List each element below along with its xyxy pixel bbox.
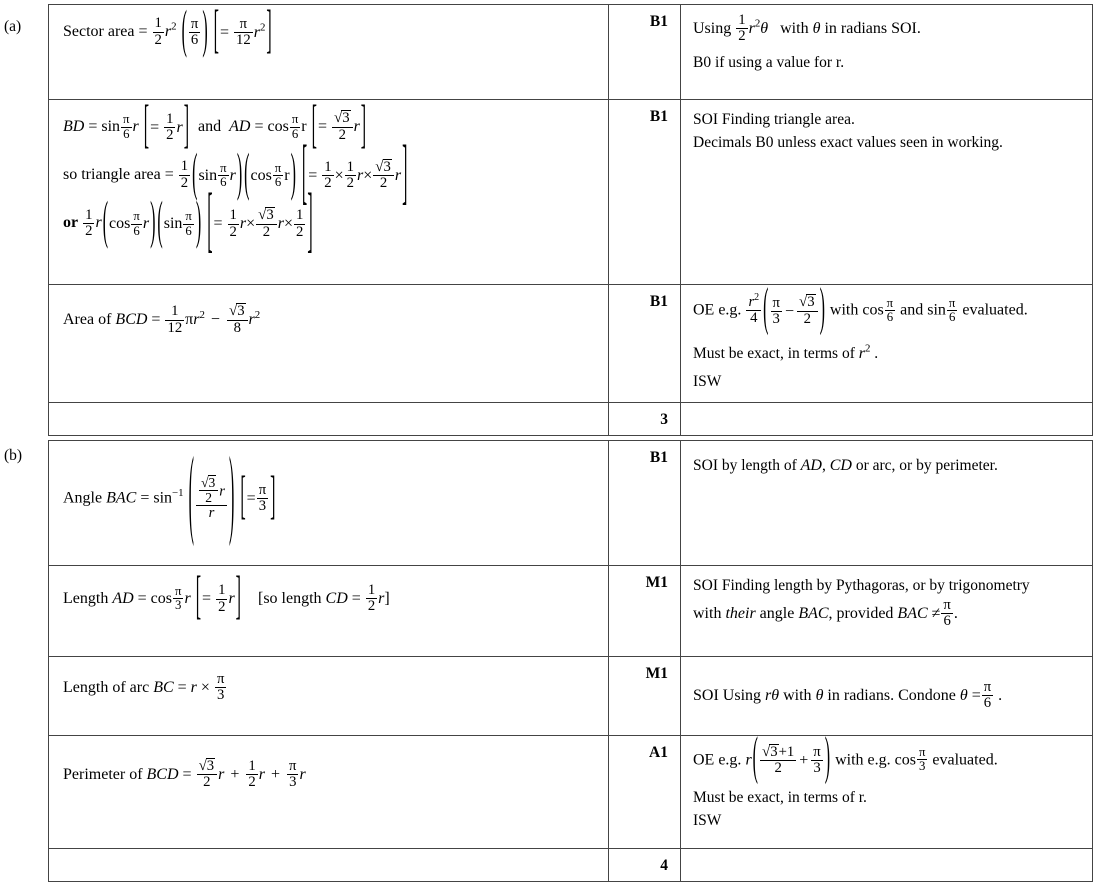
mark-cell (609, 656, 681, 735)
notes-must-be-exact-r: Must be exact, in terms of r. (693, 788, 867, 806)
working-cell: BD = sin $\frac{\pi}{6}$ r [= $\frac{1}{2}$ r] and AD = cos $\frac{\pi}{6}$ r [= $\frac{√3}{2}$ r] so triangle area = $\frac{1}{2}$ (sin $\frac{\pi}{6}$ r) (cos $\frac{\pi}{6}$ r) [= $\frac{1}{2}$ × $\frac{1}{2}$ r× $\frac{√3}{2}$ r] or $\frac{1}{2}$ r(cos $\frac{\pi}{6}$ r) (sin $\frac{\pi}{6}$ ) [= $\frac{1}{2}$ r× $\frac{√3}{2}$ r× $\frac{1}{2}$ ] (49, 100, 609, 285)
mark-value: B1 (649, 13, 668, 30)
perimeter-label: Perimeter of (63, 765, 143, 783)
mark-cell (609, 100, 681, 285)
notes-cell: SOI Finding length by Pythagoras, or by trigonometry with their angle BAC, provided BAC ≠ $\frac{\pi}{6}$ . (681, 565, 1093, 656)
notes-evaluated-2: evaluated. (932, 750, 998, 768)
notes-cell: OE e.g. $\frac{r^2}{4}$ ( $\frac{\pi}{3}$ − $\frac{√3}{2}$ ) with cos $\frac{\pi}{6}$ and sin $\frac{\pi}{6}$ evaluated. Must be exact, in terms of $r^2$ . ISW (681, 285, 1093, 403)
notes-with-eg: with e.g. (835, 750, 891, 768)
mark-cell (609, 735, 681, 848)
subtotal-mark-cell (609, 402, 681, 435)
working-cell: Perimeter of BCD = $\frac{√3}{2}$ r + $\frac{1}{2}$ r + $\frac{\pi}{3}$ r (49, 735, 609, 848)
notes-angle-word: angle (759, 604, 795, 622)
sector-area-label: Sector area = (63, 23, 148, 40)
notes-isw: ISW (693, 373, 722, 391)
part-label-a: (a) (4, 18, 22, 35)
mark-scheme-table (48, 4, 1093, 882)
notes-cell: SOI by length of AD, CD or arc, or by perimeter. (681, 440, 1093, 565)
notes-soi-by-length: SOI by length of (693, 456, 797, 474)
table-row (49, 440, 1093, 565)
notes-oe-eg-2: OE e.g. (693, 750, 742, 768)
table-row (49, 656, 1093, 735)
conj-or: or (63, 214, 79, 232)
mark-cell (609, 565, 681, 656)
working-cell: Angle BAC = $\sin^{-1}$ ( $\frac{√3}{2}$ r r ) [= $\frac{\pi}{3}$ ] (49, 440, 609, 565)
length-ad-label: Length (63, 589, 109, 607)
notes-or-arc: or arc, or by perimeter. (855, 456, 998, 474)
notes-soi-triangle: SOI Finding triangle area. (693, 111, 855, 128)
so-length-cd: [so length (258, 589, 322, 607)
notes-with-their: with (693, 604, 722, 622)
angle-label: Angle (63, 489, 103, 507)
mark-value: B1 (649, 293, 668, 310)
notes-with-2: with (829, 301, 859, 319)
notes-cell: Using $\frac{1}{2}$ $r^2\theta$ with θ in radians SOI. B0 if using a value for r. (681, 5, 1093, 100)
notes-their: their (725, 604, 756, 622)
area-of-label: Area of (63, 311, 112, 329)
notes-soi-rtheta: SOI Using (693, 686, 762, 704)
mark-value: M1 (645, 664, 668, 682)
notes-cell (681, 100, 1093, 285)
subtotal-value: 3 (660, 410, 668, 428)
notes-provided: , provided (828, 604, 894, 622)
subtotal-row (49, 402, 1093, 435)
table-row (49, 565, 1093, 656)
mark-value: B1 (649, 448, 668, 466)
notes-using: Using (693, 19, 732, 37)
notes-soi-pythagoras: SOI Finding length by Pythagoras, or by trigonometry (693, 576, 1030, 594)
working-cell: Sector area = $\frac{1}{2}$ $r^2$ ( $\frac{\pi}{6}$ ) [= $\frac{\pi}{12}$ $r^2$] (49, 5, 609, 100)
mark-cell (609, 5, 681, 100)
subtotal-blank (49, 402, 609, 435)
table-row (49, 735, 1093, 848)
subtotal-value: 4 (660, 856, 668, 874)
so-triangle-area: so triangle area = (63, 166, 174, 184)
notes-oe-eg: OE e.g. (693, 301, 742, 319)
notes-with-3: with (783, 686, 812, 704)
notes-b0-value: B0 if using a value for r. (693, 53, 845, 71)
notes-cell: OE e.g. r( $\frac{√3+1}{2}$ + $\frac{\pi}{3}$ ) with e.g. cos $\frac{\pi}{3}$ evaluated. Must be exact, in terms of r. ISW (681, 735, 1093, 848)
table-row (49, 100, 1093, 285)
table-row (49, 5, 1093, 100)
mark-cell (609, 440, 681, 565)
spacer (693, 328, 1084, 337)
notes-cell: SOI Using rθ with θ in radians. Condone θ = $\frac{\pi}{6}$ . (681, 656, 1093, 735)
notes-and-2: and (900, 301, 924, 319)
subtotal-notes-blank (681, 402, 1093, 435)
spacer (693, 777, 1084, 786)
working-cell: Area of BCD = $\frac{1}{12}$ $\pi r^2$ − $\frac{√3}{8}$ $r^2$ (49, 285, 609, 403)
notes-isw-2: ISW (693, 811, 722, 829)
notes-must-be-exact-r2: Must be exact, in terms of (693, 344, 855, 362)
table-row (49, 285, 1093, 403)
working-cell: Length AD = cos $\frac{\pi}{3}$ r [= $\frac{1}{2}$ r] [so length CD = $\frac{1}{2}$ r] (49, 565, 609, 656)
notes-condone: in radians. Condone (827, 686, 956, 704)
mark-cell (609, 285, 681, 403)
notes-evaluated: evaluated. (962, 301, 1028, 319)
working-cell: Length of arc BC = r × $\frac{\pi}{3}$ (49, 656, 609, 735)
part-label-b: (b) (4, 447, 23, 464)
notes-decimals-b0: Decimals B0 unless exact values seen in working. (693, 134, 1003, 152)
notes-radians-soi: in radians SOI. (824, 19, 921, 37)
length-arc-label: Length of arc (63, 678, 150, 696)
mark-value: M1 (645, 573, 668, 591)
mark-value: A1 (649, 743, 668, 761)
notes-with: with (780, 19, 809, 37)
conj-and: and (198, 118, 222, 135)
mark-value: B1 (649, 108, 668, 125)
